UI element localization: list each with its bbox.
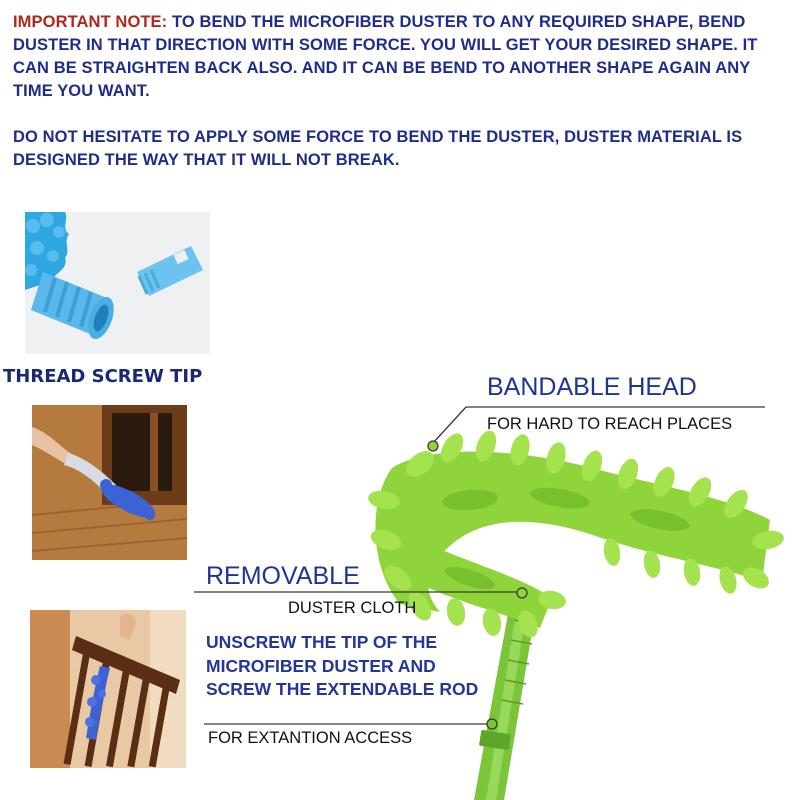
bendable-head-subtitle: FOR HARD TO REACH PLACES	[487, 415, 733, 433]
thread-screw-tip-label: THREAD SCREW TIP	[3, 366, 203, 387]
removable-title: REMOVABLE	[206, 562, 360, 590]
unscrew-instructions: UNSCREW THE TIP OF THE MICROFIBER DUSTER AND SCREW THE EXTENDABLE ROD	[206, 632, 479, 699]
force-note: DO NOT HESITATE TO APPLY SOME FORCE TO BEND THE DUSTER, DUSTER MATERIAL IS DESIGNED THE WAY THAT IT WILL NOT BREAK.	[13, 128, 743, 169]
removable-subtitle: DUSTER CLOTH	[288, 599, 417, 617]
bendable-head-title: BANDABLE HEAD	[487, 373, 697, 401]
important-note-body: TO BEND THE MICROFIBER DUSTER TO ANY REQUIRED SHAPE, BEND DUSTER IN THAT DIRECTION WITH SOME FORCE. YOU WILL GET YOUR DESIRED SHAPE. IT CAN BE STRAIGHTEN BACK ALSO. AND IT CAN BE BEND TO ANOTHER SHAPE AGAIN ANY TIME YOU WANT.	[13, 13, 758, 100]
extension-access-label: FOR EXTANTION ACCESS	[208, 729, 413, 747]
important-note-lead: IMPORTANT NOTE:	[13, 13, 168, 31]
